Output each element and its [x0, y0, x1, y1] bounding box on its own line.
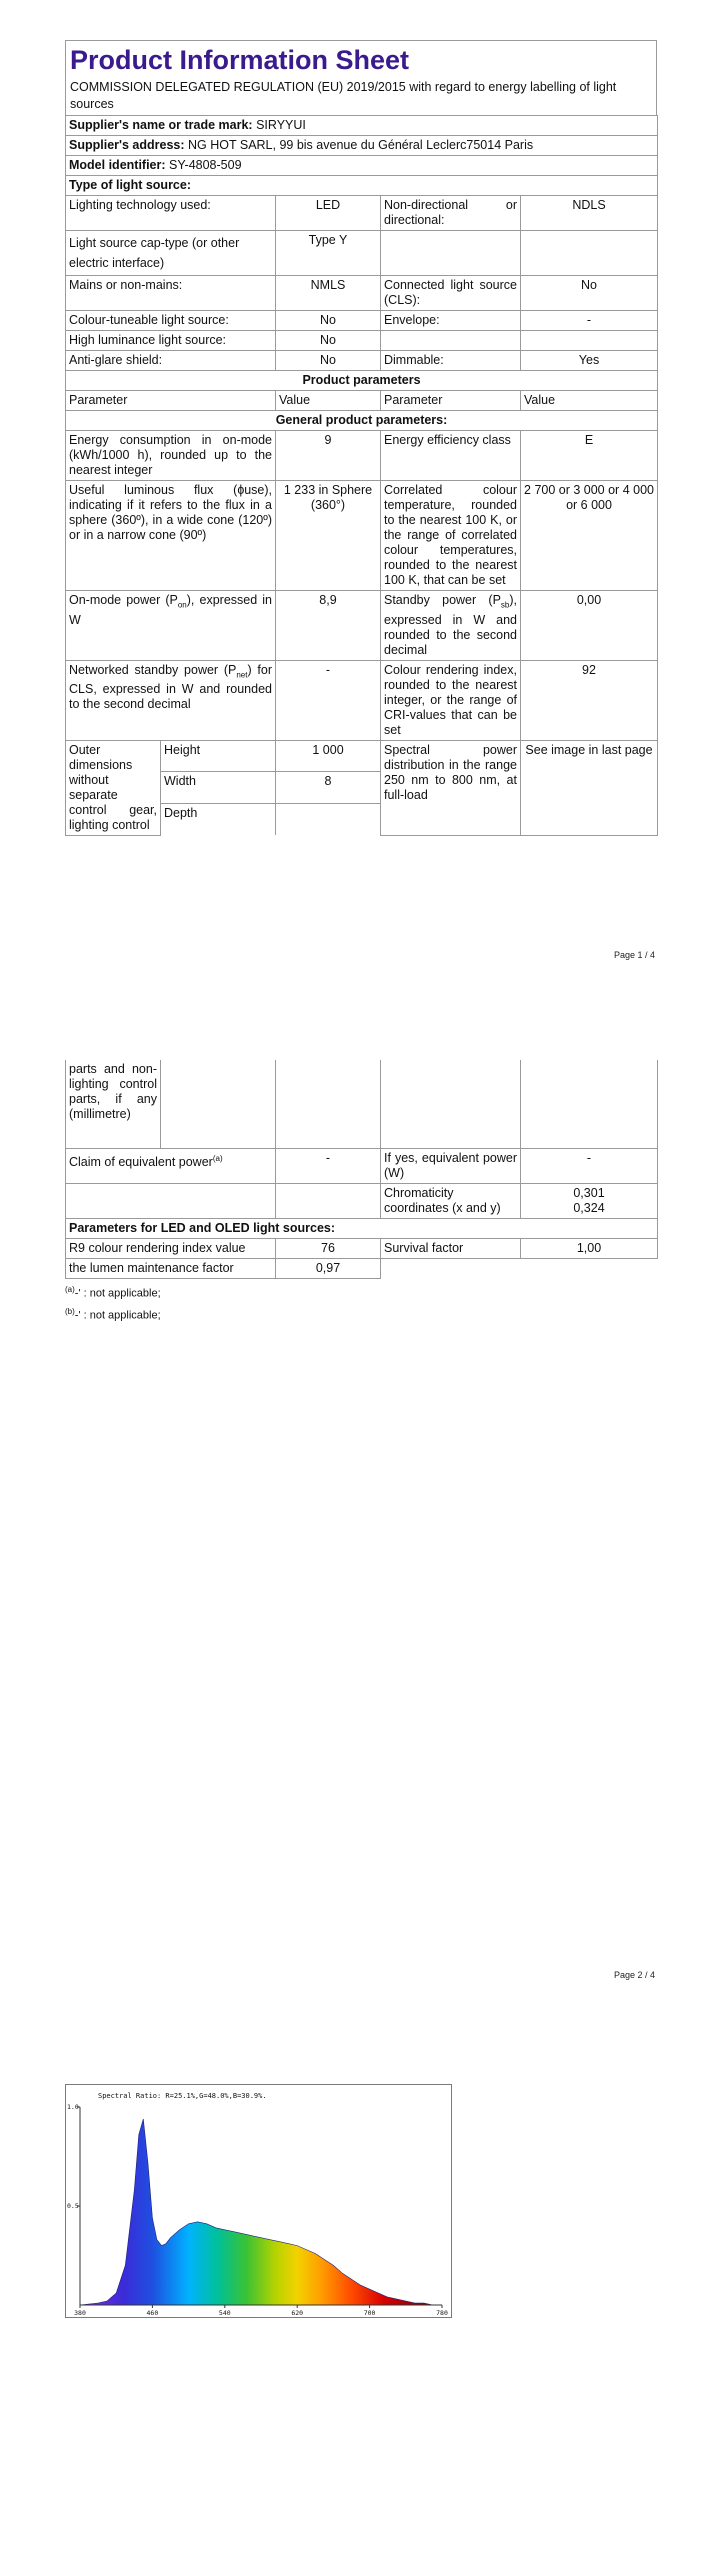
table-row: Width 8 [66, 772, 658, 804]
table-row: Depth [66, 804, 658, 835]
supplier-address-row: Supplier's address: NG HOT SARL, 99 bis avenue du Général Leclerc75014 Paris [66, 136, 658, 156]
x-tick-label: 540 [218, 2309, 231, 2317]
dimensions-table [65, 740, 658, 836]
info-sheet [65, 40, 657, 836]
table-row: Light source cap-type (or other electric interface) Type Y [66, 231, 658, 276]
table-row: Useful luminous flux (ɸuse), indicating if it refers to the flux in a sphere (360º), in a wide cone (120º) or in a narrow cone (90º) 1 233 in Sphere (360°) Correlated colour temperature, rounded to the nearest 100 K, or the range of correlated colour temperatures, rounded to the nearest 100 K, that can be set 2 700 or 3 000 or 4 000 or 6 000 [66, 481, 658, 591]
table-row: Anti-glare shield: No Dimmable: Yes [66, 351, 658, 371]
supplier-name: SIRYYUI [256, 118, 306, 132]
chart-title: Spectral Ratio: R=25.1%,G=48.0%,B=30.9%. [98, 2092, 267, 2100]
x-tick-label: 380 [74, 2309, 86, 2317]
continued-table [65, 1060, 658, 1279]
x-tick-label: 460 [146, 2309, 159, 2317]
table-row: Colour-tuneable light source: No Envelope: - [66, 311, 658, 331]
table-row: Mains or non-mains: NMLS Connected light source (CLS): No [66, 276, 658, 311]
supplier-table [65, 115, 658, 741]
table-row: Outer dimensions without separate control gear, lighting control Height 1 000 Spectral power distribution in the range 250 nm to 800 nm, at full-load See image in last page [66, 740, 658, 772]
product-parameters-heading: Product parameters [66, 371, 658, 391]
page-3 [0, 2040, 721, 2540]
page-number: Page 2 / 4 [613, 1970, 655, 1980]
table-row: On-mode power $(P_{on})$, expressed in W 8,9 Standby power $(P_{sb})$, expressed in W and rounded to the second decimal 0,00 [66, 591, 658, 661]
y-tick-label: 1.0 [67, 2103, 79, 2111]
table-row: Lighting technology used: LED Non-directional or directional: NDLS [66, 196, 658, 231]
table-row: High luminance light source: No [66, 331, 658, 351]
x-tick-label: 780 [436, 2309, 448, 2317]
footnote-a: $^{(a)}$-' : not applicable; [65, 1285, 161, 1300]
y-tick-label: 0.5 [67, 2202, 79, 2210]
page-2 [0, 1050, 721, 2000]
page-title: Product Information Sheet [70, 45, 410, 75]
regulation-text: COMMISSION DELEGATED REGULATION (EU) 2019/2015 with regard to energy labelling of light sources [70, 80, 617, 111]
spectrum-chart [65, 2084, 452, 2318]
led-parameters-heading: Parameters for LED and OLED light sources: [66, 1219, 658, 1239]
table-row: the lumen maintenance factor 0,97 [66, 1259, 658, 1279]
general-parameters-heading: General product parameters: [66, 411, 658, 431]
table-row: Networked standby power $(P_{net})$ for CLS, expressed in W and rounded to the second decimal - Colour rendering index, rounded to the nearest integer, or the range of CRI-values that can be set 92 [66, 660, 658, 740]
table-row: Energy consumption in on-mode (kWh/1000 h), rounded up to the nearest integer 9 Energy efficiency class E [66, 431, 658, 481]
model-row: Model identifier: SY-4808-509 [66, 156, 658, 176]
table-header-row: Parameter Value Parameter Value [66, 391, 658, 411]
x-tick-label: 700 [363, 2309, 376, 2317]
spectrum-svg [66, 2085, 451, 2317]
footnote-b: $^{(b)}$-' : not applicable; [65, 1306, 161, 1322]
model-identifier: SY-4808-509 [169, 158, 242, 172]
table-row: Claim of equivalent power$^{(a)}$ - If yes, equivalent power (W) - [66, 1149, 658, 1184]
table-row: R9 colour rendering index value 76 Survival factor 1,00 [66, 1239, 658, 1259]
page-number: Page 1 / 4 [613, 950, 655, 960]
x-tick-label: 620 [291, 2309, 304, 2317]
type-label: Type of light source: [66, 176, 658, 196]
supplier-name-row: Supplier's name or trade mark: SIRYYUI [66, 116, 658, 136]
supplier-address: NG HOT SARL, 99 bis avenue du Général Leclerc75014 Paris [188, 138, 534, 152]
page-1 [0, 0, 721, 1000]
table-row: Chromaticity coordinates (x and y) 0,301 0,324 [66, 1184, 658, 1219]
info-sheet-continued [65, 1060, 657, 1324]
footnotes [65, 1281, 657, 1324]
table-row: parts and non-lighting control parts, if any (millimetre) [66, 1060, 658, 1149]
